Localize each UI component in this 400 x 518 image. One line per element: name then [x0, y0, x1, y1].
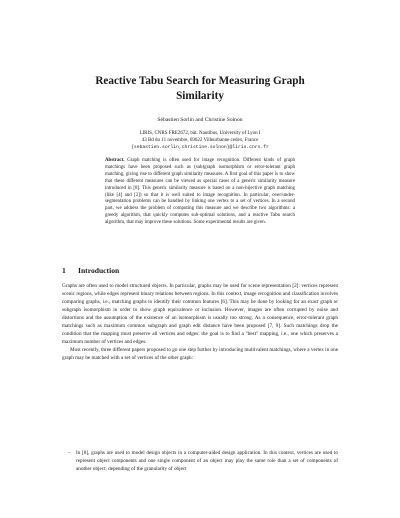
paragraph-1: Graphs are often used to model structured objects. In particular, graphs may be used for scene representation [2]: vertices represent scenic regions, while edges represent binary relations between regions. In this context, image recognition and classification involves comparing graphs, i.e., matching graphs to identify their common features [6]. This may be done by looking for an exact graph or subgraph isomorphism in order to show graph equivalence or inclusion. However, images are often corrupted by noise and distortions and the assumption of the existence of an isomorphism is usually too strong. As a consequence, error-tolerant graph matchings such as maximum common subgraph and graph edit distance have been proposed [7, 9]. Such matchings drop the condition that the mapping must preserve all vertices and edges: the goal is to find a "best" mapping, i.e., one which preserves a maximum number of vertices and edges. [62, 283, 338, 345]
abstract-text: Graph matching is often used for image recognition. Different kinds of graph matchings have been proposed such as (sub)graph isomorphism or error-tolerant graph matching, giving rise to different graph similarity measures. A first goal of this paper is to show that these different measures can be viewed as special cases of a generic similarity measure introduced in [8]. This generic similarity measure is based on a non-bijective graph matching (like [4] and [2]) so that it is well suited to image recognition. In particular, over/under-segmentation problems can be handled by linking one vertex to a set of vertices. In a second part, we address the problem of computing this measure and we describe two algorithms: a greedy algorithm, that quickly computes sub-optimal solutions, and a reactive Tabu search algorithm, that may improve these solutions. Some experimental results are given. [105, 158, 295, 226]
section-title: Introduction [78, 266, 120, 275]
abstract-label: Abstract. [105, 158, 125, 163]
section-number: 1 [62, 266, 66, 275]
abstract [105, 158, 295, 227]
title-line-2: Similarity [176, 90, 224, 102]
affiliation-line-1: LIRIS, CNRS FRE2672, bât. Nautibus, University of Lyon I [139, 131, 261, 136]
section-heading [62, 266, 119, 275]
bullet-item-1 [62, 449, 338, 473]
authors: Sébastien Sorlin and Christine Solnon [157, 117, 243, 123]
introduction-body [62, 282, 338, 362]
paper-title [60, 74, 340, 104]
paragraph-2: Most recently, three different papers proposed to go one step further by introducing multivalent matchings, where a vertex in one graph may be matched with a set of vertices of the other graph: [62, 347, 338, 361]
affiliation-line-2: 43 Bd du 11 novembre, 69622 Villeurbanne cedex, France [141, 138, 259, 144]
title-line-1: Reactive Tabu Search for Measuring Graph [95, 75, 305, 87]
bullet-text: In [8], graphs are used to model design objects in a computer-aided design application. In this context, vertices are used to represent object components and one single component of an object may play the same role than a set of components of another object, depending of the granularity of object [76, 450, 338, 472]
author-email: {sebastien.sorlin,christine.solnon}@liris.cnrs.fr [131, 145, 269, 151]
affiliation [60, 130, 340, 152]
bullet-marker: – [68, 450, 71, 456]
